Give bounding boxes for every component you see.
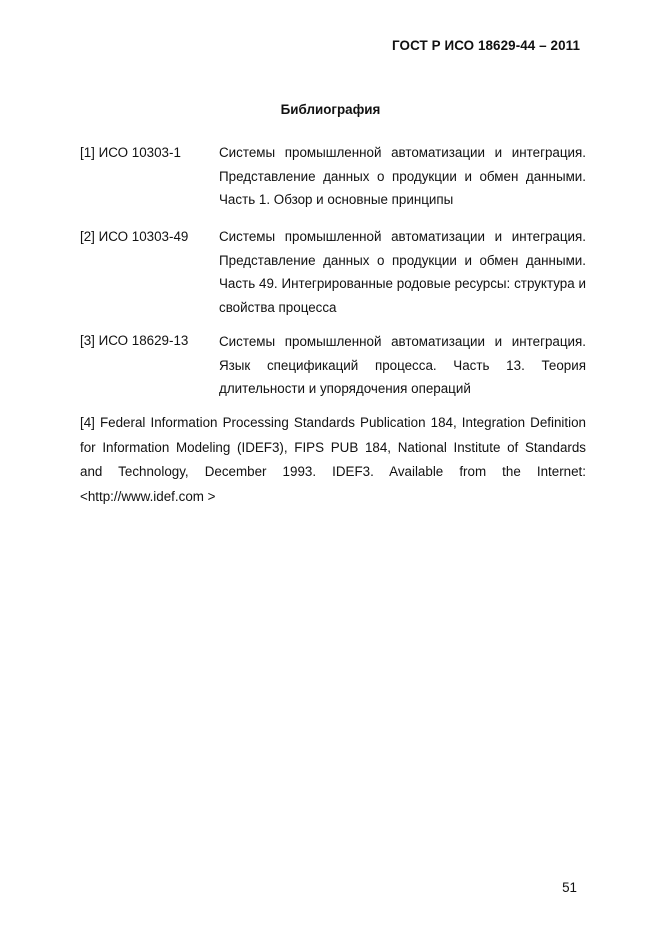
entry-text-line: Представление данных о продукции и обмен данными. [219, 252, 586, 268]
entry-label: [3] ИСО 18629-13 [80, 333, 189, 348]
entry-text-line: <http://www.idef.com > [80, 488, 216, 504]
entry-text [219, 141, 586, 212]
entry-text-line: Часть 1. Обзор и основные принципы [219, 192, 454, 207]
entry-text-line: [4] Federal Information Processing Standards Publication 184, Integration Definition [80, 415, 586, 430]
page-title: Библиография [280, 102, 381, 117]
entry-text-line: and Technology, December 1993. IDEF3. Available from the Internet: [80, 464, 586, 479]
entry-text-line: Часть 49. Интегрированные родовые ресурсы: структура и [219, 276, 586, 291]
entry-text [219, 225, 586, 319]
entry-text-line: длительности и упорядочения операций [219, 381, 471, 396]
entry-text-line: Системы промышленной автоматизации и интеграция. [219, 229, 586, 244]
entry-label: [2] ИСО 10303-49 [80, 229, 189, 244]
entry-text-line: for Information Modeling (IDEF3), FIPS PUB 184, National Institute of Standards [80, 439, 586, 455]
bibliography-entry-4 [80, 411, 586, 509]
entry-text-line: Представление данных о продукции и обмен данными. [219, 168, 586, 184]
document-standard-header: ГОСТ Р ИСО 18629-44 – 2011 [392, 38, 580, 53]
entry-text-line: свойства процесса [219, 299, 337, 315]
entry-text-line: Язык спецификаций процесса. Часть 13. Теория [219, 357, 586, 373]
entry-label: [1] ИСО 10303-1 [80, 145, 181, 160]
entry-text-line: Системы промышленной автоматизации и интеграция. [219, 334, 586, 349]
entry-text-line: Системы промышленной автоматизации и интеграция. [219, 145, 586, 160]
entry-text [219, 330, 586, 401]
page-number: 51 [562, 880, 577, 895]
